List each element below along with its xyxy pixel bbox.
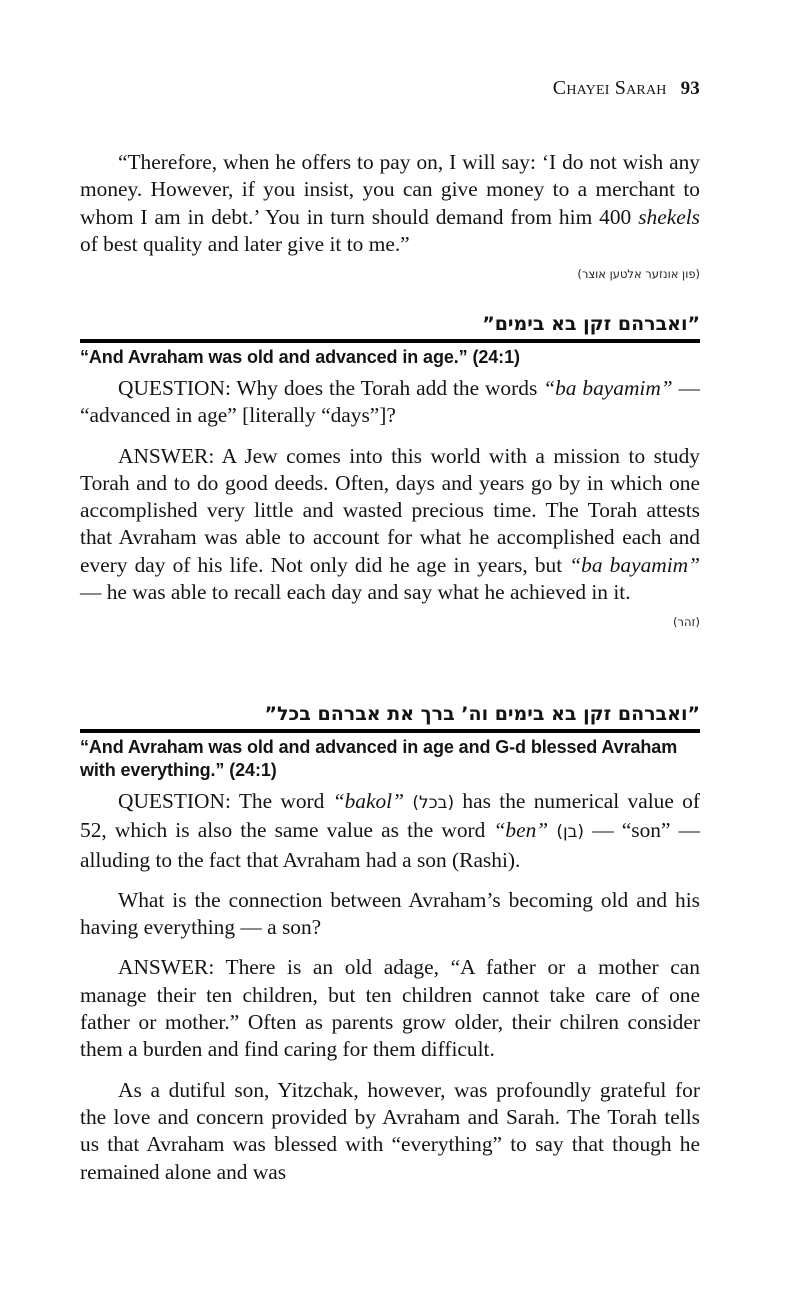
italic-term: “ben”: [493, 818, 549, 843]
section-2-question: [80, 788, 700, 874]
text-run: QUESTION: Why does the Torah add the words: [118, 376, 544, 400]
italic-term: shekels: [638, 204, 700, 229]
section-2-followup-question: What is the connection between Avraham’s becoming old and his having everything — a son?: [80, 887, 700, 940]
section-2-hebrew-heading: ”ואברהם זקן בא בימים וה’ ברך את אברהם בכל”: [264, 703, 700, 725]
text-run: — “advanced in age” [literally “days”]?: [80, 376, 701, 428]
hebrew-word: (בכל): [412, 793, 455, 813]
text-run: of best quality and later give it to me.”: [80, 231, 410, 256]
section-divider: [80, 339, 700, 343]
italic-term: “ba bayamim”: [569, 552, 700, 577]
section-1-answer: [80, 443, 700, 607]
section-2-continuation: As a dutiful son, Yitzchak, however, was profoundly grateful for the love and concern provided by Avraham and Sarah. The Torah tells us that Avraham was blessed with “everything” to say that though he remained alone and was: [80, 1077, 700, 1184]
intro-source-citation: (פון אונזער אלטען אוצר): [577, 267, 700, 282]
text-run: — “son” — alluding to the fact that Avraham had a son (Rashi).: [80, 818, 700, 872]
section-1-english-heading: “And Avraham was old and advanced in age.” (24:1): [80, 347, 520, 367]
text-run: has the numerical value of 52, which is also the same value as the word: [80, 789, 701, 843]
page-number: 93: [680, 78, 700, 99]
section-1: [80, 312, 700, 629]
section-divider: [80, 729, 700, 733]
text-run: “Therefore, when he offers to pay on, I will say: ‘I do not wish any money. However, if you insist, you can give money to a merchant to whom I am in debt.’ You in turn should demand from him 400: [80, 150, 700, 229]
intro-block: [80, 149, 700, 281]
section-2-answer: ANSWER: There is an old adage, “A father or a mother can manage their ten children, but ten children cannot take care of one father or mother.” Often as parents grow older, their chilren consider them a burden and find caring for them difficult.: [80, 955, 700, 1062]
running-head: [553, 77, 700, 100]
section-1-question: [80, 375, 700, 430]
section-2-english-heading: “And Avraham was old and advanced in age and G-d blessed Avraham with everything.” (24:1): [80, 737, 678, 780]
hebrew-word: (בן): [556, 822, 585, 843]
text-run: QUESTION: The word: [118, 789, 333, 813]
italic-term: “bakol”: [332, 789, 405, 813]
section-1-source-citation: (זהר): [673, 615, 700, 630]
italic-term: “ba bayamim”: [543, 376, 673, 400]
section-2: [80, 702, 700, 1186]
section-1-hebrew-heading: ”ואברהם זקן בא בימים”: [482, 313, 700, 335]
text-run: ANSWER: A Jew comes into this world with a mission to study Torah and to do good deeds. Often, days and years go by in which one accomplished very little and wasted precious time. The Torah attests that Avraham was able to account for what he accomplished each and every day of his life. Not only did he age in years, but: [80, 443, 700, 577]
running-head-title: Chayei Sarah: [552, 77, 667, 99]
text-run: — he was able to recall each day and say what he achieved in it.: [80, 580, 631, 605]
intro-paragraph: [80, 149, 700, 258]
